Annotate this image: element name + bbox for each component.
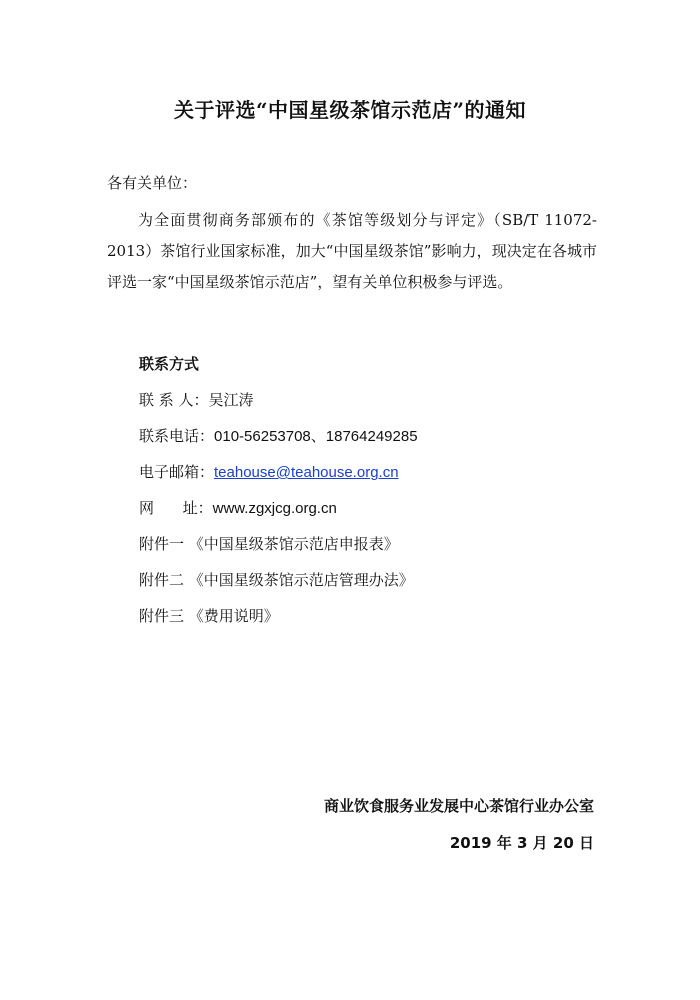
contact-website-row xyxy=(139,497,599,519)
contact-person-row xyxy=(139,389,599,411)
body-paragraph: 为全面贯彻商务部颁布的《茶馆等级划分与评定》（SB/T 11072-2013）茶馆行业国家标准，加大“中国星级茶馆”影响力，现决定在各城市评选一家“中国星级茶馆示范店”，望有关单位积极参与评选。 xyxy=(107,211,597,291)
signature-organization: 商业饮食服务业发展中心茶馆行业办公室 xyxy=(323,797,594,815)
contact-email-label: 电子邮箱： xyxy=(139,463,215,481)
attachment-item: 附件一 《中国星级茶馆示范店申报表》 xyxy=(139,535,399,553)
contact-website-label: 网 址： xyxy=(139,499,213,517)
contact-person-value: 吴江涛 xyxy=(208,391,254,409)
page-title: 关于评选“中国星级茶馆示范店”的通知 xyxy=(173,98,526,122)
contact-website-value: www.zgxjcg.org.cn xyxy=(212,500,337,517)
contact-person-label: 联 系 人： xyxy=(139,391,209,409)
contact-phone-row xyxy=(139,425,599,447)
contact-section xyxy=(139,353,599,641)
contact-heading: 联系方式 xyxy=(139,355,200,373)
salutation: 各有关单位： xyxy=(107,174,198,192)
contact-phone-value: 010-56253708、18764249285 xyxy=(214,428,418,445)
attachment-item: 附件二 《中国星级茶馆示范店管理办法》 xyxy=(139,571,414,589)
email-link[interactable]: teahouse@teahouse.org.cn xyxy=(214,464,399,481)
attachment-item: 附件三 《费用说明》 xyxy=(139,607,279,625)
contact-email-row xyxy=(139,461,599,483)
signature-date: 2019 年 3 月 20 日 xyxy=(449,834,594,852)
contact-phone-label: 联系电话： xyxy=(139,427,215,445)
